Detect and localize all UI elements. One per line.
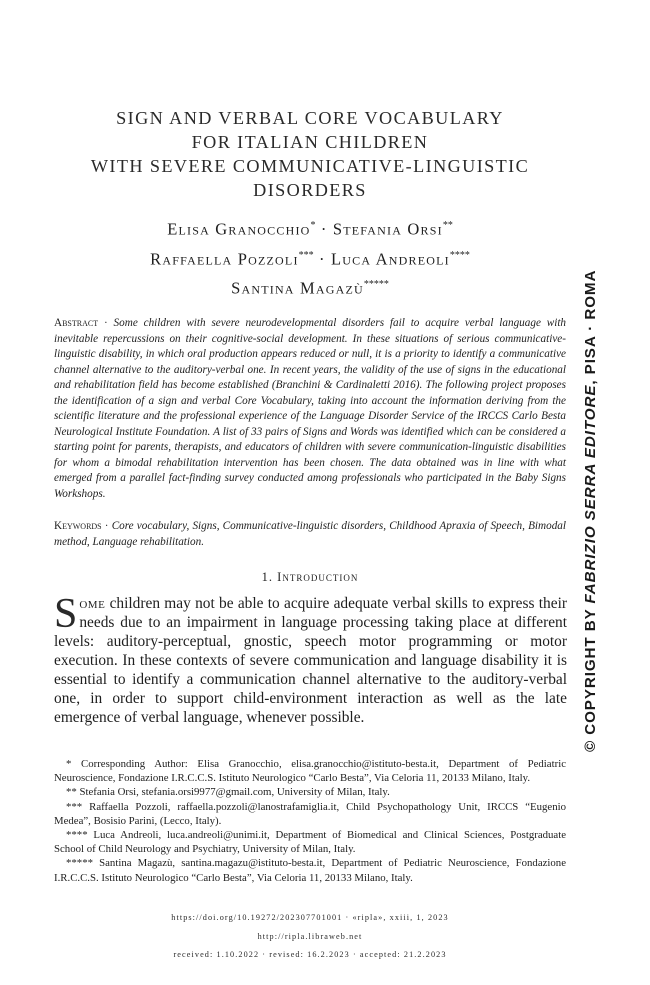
author-line <box>40 213 580 243</box>
footer-url: http://ripla.libraweb.net <box>257 932 363 941</box>
footnote: ** Stefania Orsi, stefania.orsi9977@gmail.com, University of Milan, Italy. <box>66 786 390 799</box>
intro-paragraph <box>54 591 567 727</box>
title-line: WITH SEVERE COMMUNICATIVE-LINGUISTIC <box>90 156 530 176</box>
abstract-separator: · <box>103 317 108 329</box>
keywords <box>54 519 566 550</box>
copyright-prefix: © COPYRIGHT BY <box>582 603 599 752</box>
title-line: DISORDERS <box>253 180 367 200</box>
footnote: **** Luca Andreoli, luca.andreoli@unimi.it, Department of Biomedical and Clinical Sciences, Postgraduate School of Child Neurology and Psychiatry, University of Milan, Italy. <box>54 829 566 856</box>
footnotes <box>54 757 566 885</box>
author-name: Santina Magazù <box>231 278 364 298</box>
intro-text: children may not be able to acquire adequate verbal skills to express their needs due to an impairment in language processing taking place at different levels: auditory-perceptual, gnostic, speech motor programming or motor execution. In these contexts of severe communication and language disability it is essential to identify a communication channel alternative to the auditory-verbal one, in order to support child-environment interaction as well as the late emergence of verbal language, whenever possible. <box>54 595 567 726</box>
footnote: *** Raffaella Pozzoli, raffaella.pozzoli@lanostrafamiglia.it, Child Psychopathology Unit, IRCCS “Eugenio Medea”, Bosisio Parini, (Lecco, Italy). <box>54 800 566 827</box>
author-name: Raffaella Pozzoli <box>150 249 299 268</box>
copyright-notice <box>582 270 599 752</box>
author-list <box>40 213 580 302</box>
title-line: SIGN AND VERBAL CORE VOCABULARY <box>116 108 504 128</box>
keywords-text: Core vocabulary, Signs, Communicative-linguistic disorders, Childhood Apraxia of Speech, Bimodal method, Language rehabilitation. <box>54 520 566 548</box>
keywords-separator: · <box>104 520 109 532</box>
author-mark: ***** <box>363 279 389 290</box>
copyright-publisher: FABRIZIO SERRA EDITORE <box>582 384 599 604</box>
author-separator: · <box>320 219 328 239</box>
drop-cap: S <box>54 591 78 637</box>
author-line <box>40 272 580 302</box>
footer-doi: https://doi.org/10.19272/202307701001 · «ripla», xxiii, 1, 2023 <box>171 913 449 922</box>
author-mark: **** <box>449 249 470 261</box>
author-mark: ** <box>442 220 453 231</box>
intro-smallcaps: ome <box>79 595 106 612</box>
author-mark: * <box>310 220 316 231</box>
author-mark: *** <box>298 249 314 261</box>
title-line: FOR ITALIAN CHILDREN <box>191 132 429 152</box>
footnote: ***** Santina Magazù, santina.magazu@istituto-besta.it, Department of Pediatric Neuroscience, Fondazione I.R.C.C.S. Istituto Neurologico “Carlo Besta”, Via Celoria 11, 20133 Milano, Italy. <box>54 857 566 884</box>
abstract <box>54 316 566 502</box>
copyright-suffix: , PISA · ROMA <box>582 269 599 385</box>
footer-dates: received: 1.10.2022 · revised: 16.2.2023 · accepted: 21.2.2023 <box>173 950 447 959</box>
author-separator: · <box>318 249 326 268</box>
section-heading: 1. Introduction <box>261 570 359 584</box>
keywords-label: Keywords <box>54 520 102 532</box>
abstract-text: Some children with severe neurodevelopmental disorders fail to acquire verbal language with inevitable repercussions on their cognitive-social development. In these situations of serious communicative-linguistic disability, in which oral production appears reduced or null, it is a priority to identify a communicative channel alternative to the auditory-verbal one. In recent years, the validity of the use of signs in the educational and rehabilitation field has become established (Branchini & Cardinaletti 2016). The following project proposes the identification of a sign and verbal Core Vocabulary, taking into account the information deriving from the scientific literature and the professional experience of the Language Disorder Service of the IRCCS Carlo Besta Neurological Institute Foundation. A list of 33 pairs of Signs and Words was identified which can be considered a starting point for parents, therapists, and educators of children with severe communication-linguistic disabilities for whom a bimodal rehabilitation intervention has been chosen. The data obtained was in line with what emerged from a parallel fact-finding survey conducted among professionals who participated in the Baby Signs Workshops. <box>54 317 567 500</box>
author-name: Stefania Orsi <box>332 219 443 239</box>
author-line <box>40 243 580 273</box>
footnote: * Corresponding Author: Elisa Granocchio, elisa.granocchio@istituto-besta.it, Department of Pediatric Neuroscience, Fondazione I.R.C.C.S. Istituto Neurologico “Carlo Besta”, Via Celoria 11, 20133 Milano, Italy. <box>54 758 566 785</box>
paper-title <box>70 106 550 202</box>
author-name: Elisa Granocchio <box>167 219 311 239</box>
author-name: Luca Andreoli <box>331 249 450 268</box>
abstract-label: Abstract <box>54 317 99 329</box>
